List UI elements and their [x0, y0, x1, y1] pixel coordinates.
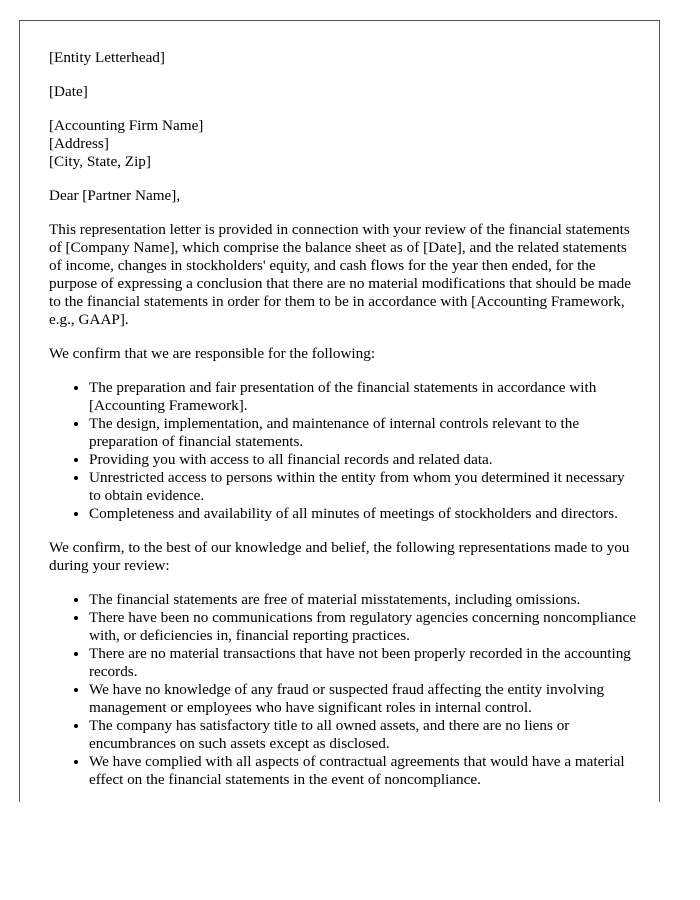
- recipient-firm: [Accounting Firm Name]: [49, 117, 204, 134]
- letterhead: [Entity Letterhead]: [49, 49, 165, 66]
- letter-date: [Date]: [49, 83, 88, 100]
- representation-item: • The financial statements are free of material misstatements, including omissions.: [89, 591, 639, 609]
- letter-page: [19, 20, 660, 802]
- salutation: Dear [Partner Name],: [49, 187, 181, 204]
- responsibilities-list: [49, 379, 639, 523]
- responsibility-item: • The preparation and fair presentation of the financial statements in accordance with [Accounting Framework].: [89, 379, 639, 415]
- representations-list: [49, 591, 639, 789]
- responsibility-item: • Completeness and availability of all minutes of meetings of stockholders and directors.: [89, 505, 639, 523]
- intro-paragraph: This representation letter is provided in connection with your review of the financial statements of [Company Name], which comprise the balance sheet as of [Date], and the related statements of income, changes in stockholders' equity, and cash flows for the year then ended, for the purpose of expressing a conclusion that there are no material modifications that should be made to the financial statements in order for them to be in accordance with [Accounting Framework, e.g., GAAP].: [49, 221, 632, 328]
- responsibilities-intro: We confirm that we are responsible for the following:: [49, 345, 376, 362]
- representation-item: • We have no knowledge of any fraud or suspected fraud affecting the entity involving management or employees who have significant roles in internal control.: [89, 681, 639, 717]
- responsibility-item: • Unrestricted access to persons within the entity from whom you determined it necessary to obtain evidence.: [89, 469, 639, 505]
- representation-item: • There have been no communications from regulatory agencies concerning noncompliance with, or deficiencies in, financial reporting practices.: [89, 609, 639, 645]
- responsibility-item: • Providing you with access to all financial records and related data.: [89, 451, 639, 469]
- responsibility-item: • The design, implementation, and maintenance of internal controls relevant to the preparation of financial statements.: [89, 415, 639, 451]
- recipient-city-state-zip: [City, State, Zip]: [49, 153, 151, 170]
- representation-item: • There are no material transactions that have not been properly recorded in the accounting records.: [89, 645, 639, 681]
- letter-body: [20, 21, 639, 789]
- representation-item: • We have complied with all aspects of contractual agreements that would have a material effect on the financial statements in the event of noncompliance.: [89, 753, 639, 789]
- representation-item: • The company has satisfactory title to all owned assets, and there are no liens or encumbrances on such assets except as disclosed.: [89, 717, 639, 753]
- recipient-address: [Address]: [49, 135, 109, 152]
- recipient-address-block: [49, 117, 639, 171]
- representations-intro: We confirm, to the best of our knowledge and belief, the following representations made to you during your review:: [49, 539, 630, 574]
